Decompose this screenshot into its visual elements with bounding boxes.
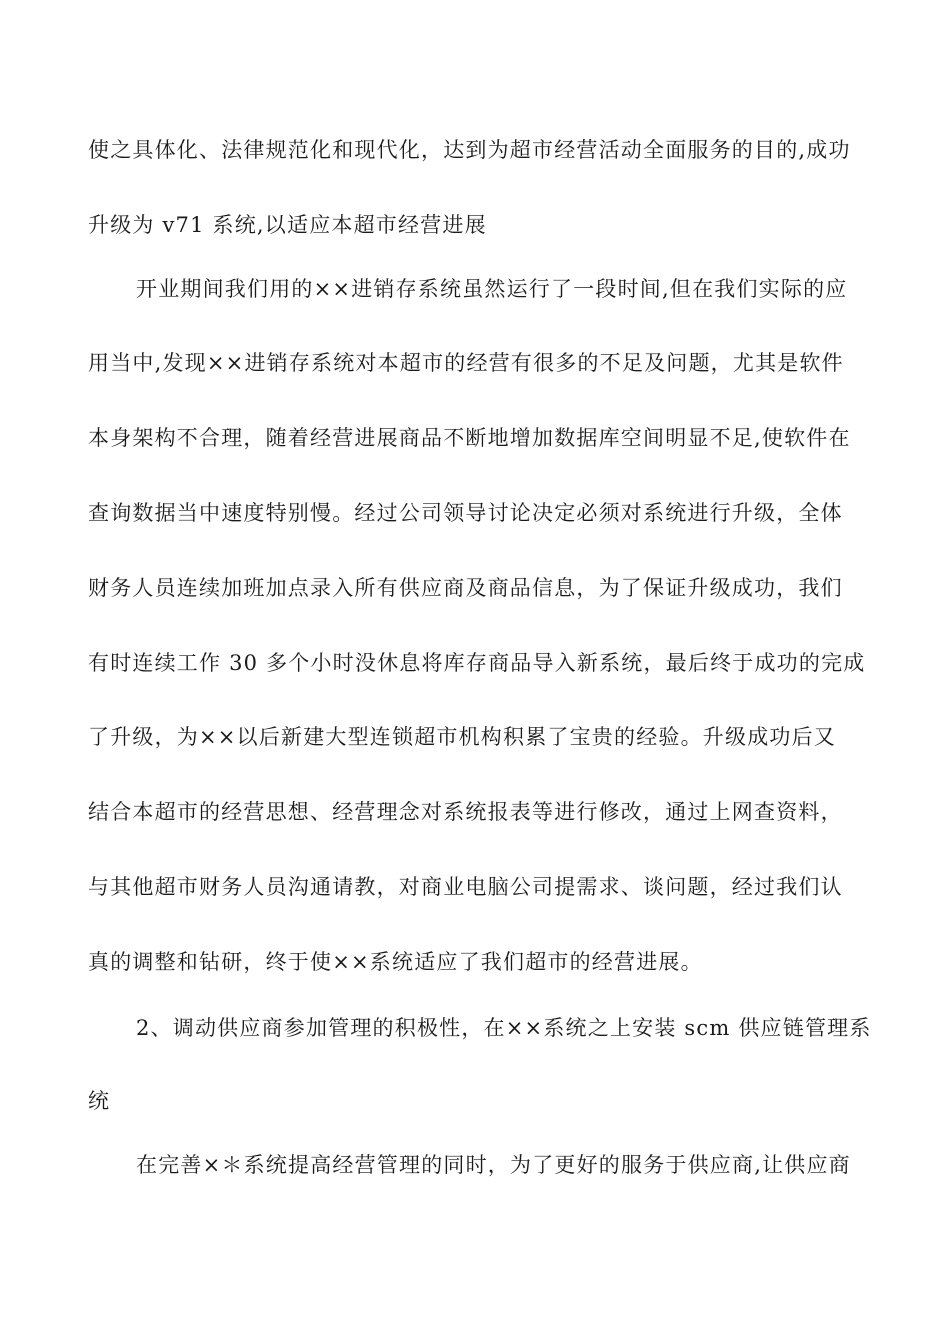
text-line: 本身架构不合理，随着经营进展商品不断地增加数据库空间明显不足,使软件在 [88, 426, 851, 450]
text-line: 有时连续工作 30 多个小时没休息将库存商品导入新系统，最后终于成功的完成 [88, 651, 866, 675]
text-line: 与其他超市财务人员沟通请教，对商业电脑公司提需求、谈问题，经过我们认 [88, 875, 843, 899]
text-line: 查询数据当中速度特别慢。经过公司领导讨论决定必须对系统进行升级，全体 [88, 501, 843, 525]
text-line: 升级为 v71 系统,以适应本超市经营进展 [88, 213, 487, 237]
text-line: 2、调动供应商参加管理的积极性，在××系统之上安装 scm 供应链管理系 [136, 1016, 872, 1040]
text-line: 开业期间我们用的××进销存系统虽然运行了一段时间,但在我们实际的应 [136, 277, 848, 301]
text-line: 财务人员连续加班加点录入所有供应商及商品信息，为了保证升级成功，我们 [88, 576, 843, 600]
text-line: 用当中,发现××进销存系统对本超市的经营有很多的不足及问题，尤其是软件 [88, 351, 844, 375]
text-line: 在完善×＊系统提高经营管理的同时，为了更好的服务于供应商,让供应商 [136, 1153, 851, 1177]
text-line: 了升级，为××以后新建大型连锁超市机构积累了宝贵的经验。升级成功后又 [88, 725, 836, 749]
text-line: 使之具体化、法律规范化和现代化，达到为超市经营活动全面服务的目的,成功 [88, 138, 851, 162]
text-line: 结合本超市的经营思想、经营理念对系统报表等进行修改，通过上网查资料， [88, 800, 843, 824]
text-line: 真的调整和钻研，终于使××系统适应了我们超市的经营进展。 [88, 950, 703, 974]
text-line: 统 [88, 1089, 111, 1113]
